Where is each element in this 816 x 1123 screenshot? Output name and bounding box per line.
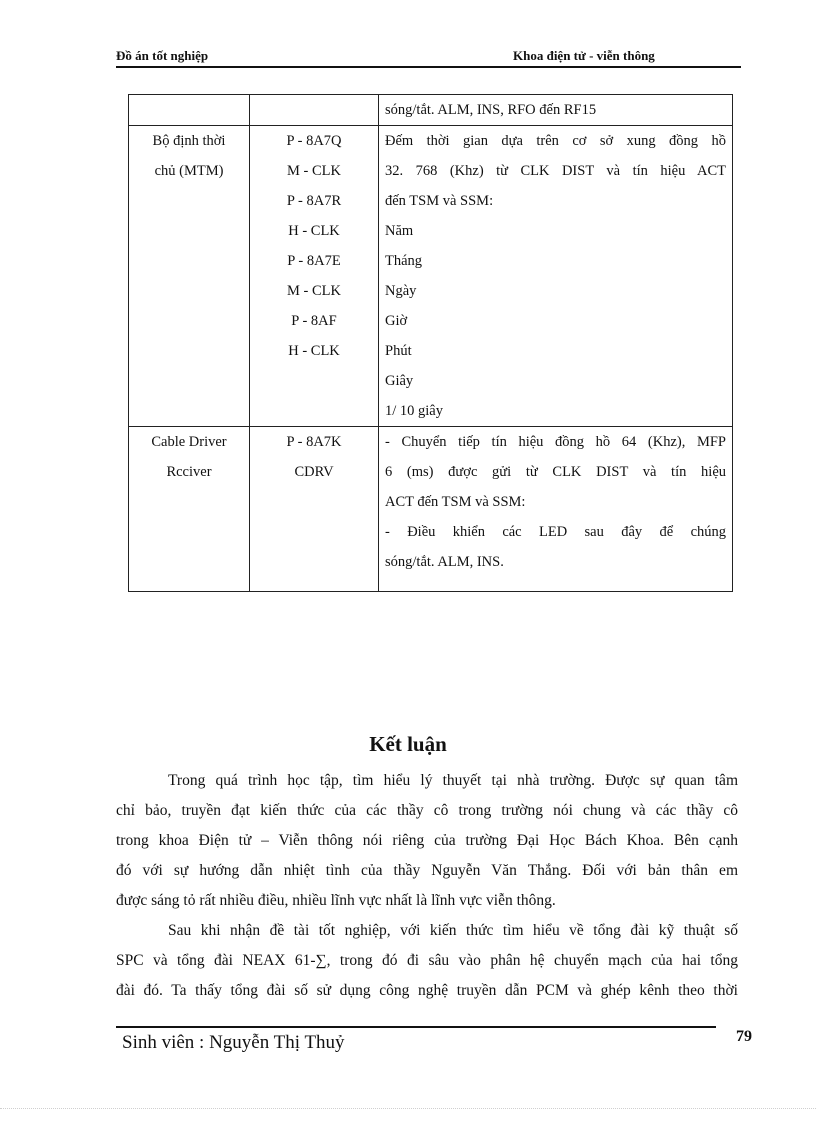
conclusion-paragraph-1 (116, 766, 738, 916)
desc-line: Ngày (385, 283, 417, 299)
desc-line: sóng/tắt. ALM, INS, RFO đến RF15 (385, 102, 597, 118)
cell-padding (385, 577, 726, 591)
conclusion-paragraph-2 (116, 916, 738, 1006)
code-line: P - 8A7E (287, 253, 341, 269)
paragraph-line: SPC và tổng đài NEAX 61-∑, trong đó đi sâu vào phân hệ chuyển mạch của hai tổng (116, 952, 738, 969)
table-cell (129, 95, 250, 126)
spec-table (128, 94, 733, 592)
code-line: P - 8A7R (286, 193, 342, 209)
page-header (116, 48, 740, 66)
conclusion-title: Kết luận (369, 732, 447, 756)
desc-line: đến TSM và SSM: (385, 193, 494, 209)
paragraph-line: trong khoa Điện tử – Viễn thông nói riêng của trường Đại Học Bách Khoa. Bên cạnh (116, 832, 738, 849)
code-line: P - 8AF (291, 313, 337, 329)
table-cell-codes (250, 427, 379, 592)
table-row (129, 427, 733, 592)
header-faculty-label: Khoa điện tử - viễn thông (513, 48, 655, 63)
code-line: CDRV (294, 464, 334, 480)
desc-line: ACT đến TSM và SSM: (385, 494, 526, 510)
paragraph-line: chỉ bảo, truyền đạt kiến thức của các thầy cô trong trường nói chung và các thầy cô (116, 802, 738, 819)
footer-divider (116, 1026, 716, 1028)
paragraph-line: đài đó. Ta thấy tổng đài số sử dụng công nghệ truyền dẫn PCM và ghép kênh theo thời (116, 982, 738, 999)
paragraph-line: được sáng tỏ rất nhiều điều, nhiều lĩnh vực nhất là lĩnh vực viễn thông. (116, 892, 556, 909)
table-row (129, 95, 733, 126)
name-line: chủ (MTM) (154, 163, 224, 179)
desc-line: Đếm thời gian dựa trên cơ sở xung đồng hồ (385, 133, 726, 149)
name-line: Rcciver (166, 464, 212, 480)
code-line: H - CLK (288, 343, 340, 359)
desc-line: 1/ 10 giây (385, 403, 443, 419)
header-divider (116, 66, 741, 68)
paragraph-line: Trong quá trình học tập, tìm hiểu lý thuyết tại nhà trường. Được sự quan tâm (168, 772, 738, 789)
table-cell-codes (250, 126, 379, 427)
page-bottom-edge (0, 1108, 816, 1109)
paragraph-line: Sau khi nhận đề tài tốt nghiệp, với kiến thức tìm hiểu về tổng đài kỹ thuật số (168, 922, 738, 939)
desc-line: 32. 768 (Khz) từ CLK DIST và tín hiệu ACT (385, 163, 726, 179)
code-line: P - 8A7K (286, 434, 342, 450)
paragraph-line: đó với sự hướng dẫn nhiệt tình của thầy Nguyễn Văn Thắng. Đối với bản thân em (116, 862, 738, 879)
page-number: 79 (736, 1028, 752, 1045)
table-cell (250, 95, 379, 126)
name-line: Bộ định thời (152, 133, 226, 149)
footer-author: Sinh viên : Nguyễn Thị Thuỷ (122, 1032, 345, 1053)
table-cell-desc (379, 427, 733, 592)
desc-line: - Chuyển tiếp tín hiệu đồng hồ 64 (Khz), MFP (385, 434, 726, 450)
code-line: M - CLK (287, 163, 341, 179)
code-line: H - CLK (288, 223, 340, 239)
code-line: M - CLK (287, 283, 341, 299)
table-cell-name (129, 126, 250, 427)
code-line: P - 8A7Q (286, 133, 342, 149)
desc-line: Phút (385, 343, 412, 359)
desc-line: Tháng (385, 253, 423, 269)
table-cell-desc (379, 95, 733, 126)
name-line: Cable Driver (151, 434, 227, 450)
desc-line: Năm (385, 223, 414, 239)
desc-line: Giờ (385, 313, 408, 329)
table-cell-desc (379, 126, 733, 427)
table-cell-name (129, 427, 250, 592)
table-row (129, 126, 733, 427)
desc-line: 6 (ms) được gửi từ CLK DIST và tín hiệu (385, 464, 726, 480)
desc-line: Giây (385, 373, 414, 389)
header-thesis-label: Đồ án tốt nghiệp (116, 48, 209, 63)
desc-line: - Điều khiển các LED sau đây để chúng (385, 524, 726, 540)
desc-line: sóng/tắt. ALM, INS. (385, 554, 504, 570)
